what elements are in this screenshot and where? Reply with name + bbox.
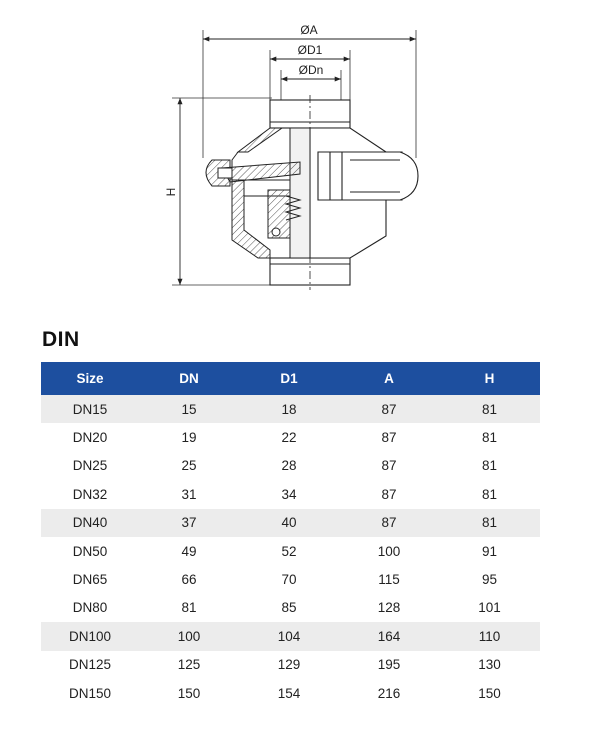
valve-technical-drawing bbox=[0, 0, 589, 320]
cell-dn: 15 bbox=[139, 395, 239, 423]
cell-dn: 100 bbox=[139, 622, 239, 650]
table-header-row bbox=[41, 362, 540, 395]
cell-dn: 49 bbox=[181, 543, 197, 559]
dimension-label-h: H bbox=[164, 187, 178, 197]
dimension-label-dn: ØDn bbox=[298, 63, 324, 77]
cell-h: 81 bbox=[439, 509, 540, 537]
cell-a: 87 bbox=[381, 458, 397, 474]
cell-h: 81 bbox=[481, 458, 498, 474]
cell-d1: 18 bbox=[239, 395, 339, 423]
cell-a: 87 bbox=[339, 395, 439, 423]
table-row bbox=[41, 423, 540, 451]
table-row bbox=[41, 452, 540, 480]
column-header-size: Size bbox=[41, 362, 139, 395]
cell-h: 91 bbox=[481, 543, 498, 559]
column-header-a: A bbox=[339, 362, 439, 395]
cell-d1: 28 bbox=[281, 458, 297, 474]
cell-h: 130 bbox=[478, 657, 501, 673]
cell-dn: 66 bbox=[181, 572, 197, 588]
dimension-label-a: ØA bbox=[300, 23, 318, 37]
cell-dn: 125 bbox=[177, 657, 201, 673]
cell-size: DN40 bbox=[41, 509, 139, 537]
cell-d1: 129 bbox=[277, 657, 301, 673]
cell-a: 100 bbox=[377, 543, 401, 559]
cell-dn: 31 bbox=[181, 486, 197, 502]
cell-d1: 85 bbox=[281, 600, 297, 616]
cell-dn: 19 bbox=[181, 430, 197, 446]
cell-h: 95 bbox=[481, 572, 498, 588]
cell-size: DN25 bbox=[72, 458, 108, 474]
table-row bbox=[41, 679, 540, 707]
valve-section-half bbox=[206, 128, 310, 258]
cell-size: DN32 bbox=[72, 486, 108, 502]
cell-dn: 81 bbox=[181, 600, 197, 616]
cell-a: 87 bbox=[381, 430, 397, 446]
cell-h: 81 bbox=[439, 395, 540, 423]
cell-a: 87 bbox=[339, 509, 439, 537]
cell-size: DN100 bbox=[41, 622, 139, 650]
cell-a: 195 bbox=[377, 657, 401, 673]
column-header-h: H bbox=[439, 362, 540, 395]
cell-a: 115 bbox=[378, 572, 400, 588]
valve-cross-section-svg bbox=[0, 0, 589, 320]
cell-d1: 22 bbox=[281, 430, 297, 446]
cell-h: 101 bbox=[478, 600, 501, 616]
table-row bbox=[41, 395, 540, 423]
table-row bbox=[41, 594, 540, 622]
cell-size: DN20 bbox=[72, 430, 108, 446]
section-title: DIN bbox=[42, 328, 80, 351]
cell-d1: 34 bbox=[281, 486, 297, 502]
table-header bbox=[41, 362, 540, 395]
cell-h: 110 bbox=[439, 622, 540, 650]
cell-size: DN150 bbox=[68, 685, 112, 701]
cell-d1: 70 bbox=[281, 572, 297, 588]
cell-a: 164 bbox=[339, 622, 439, 650]
cell-size: DN125 bbox=[68, 657, 112, 673]
cell-size: DN50 bbox=[72, 543, 108, 559]
cell-h: 81 bbox=[481, 486, 498, 502]
cell-h: 150 bbox=[478, 685, 501, 701]
dimension-label-d1: ØD1 bbox=[297, 43, 323, 57]
cell-d1: 154 bbox=[277, 685, 301, 701]
dimension-table bbox=[41, 362, 540, 707]
column-header-d1: D1 bbox=[239, 362, 339, 395]
table-row bbox=[41, 537, 540, 565]
column-header-dn: DN bbox=[139, 362, 239, 395]
table-body bbox=[41, 395, 540, 707]
cell-dn: 37 bbox=[139, 509, 239, 537]
cell-a: 128 bbox=[377, 600, 401, 616]
table-row bbox=[41, 565, 540, 593]
table-row bbox=[41, 509, 540, 537]
table-row bbox=[41, 622, 540, 650]
cell-h: 81 bbox=[481, 430, 498, 446]
cell-d1: 40 bbox=[239, 509, 339, 537]
cell-dn: 25 bbox=[181, 458, 197, 474]
cell-dn: 150 bbox=[177, 685, 201, 701]
cell-size: DN65 bbox=[72, 572, 108, 588]
table-row bbox=[41, 480, 540, 508]
cell-d1: 52 bbox=[281, 543, 297, 559]
cell-size: DN80 bbox=[72, 600, 108, 616]
cell-d1: 104 bbox=[239, 622, 339, 650]
cell-a: 87 bbox=[381, 486, 397, 502]
cell-size: DN15 bbox=[41, 395, 139, 423]
cell-a: 216 bbox=[377, 685, 401, 701]
table-row bbox=[41, 651, 540, 679]
